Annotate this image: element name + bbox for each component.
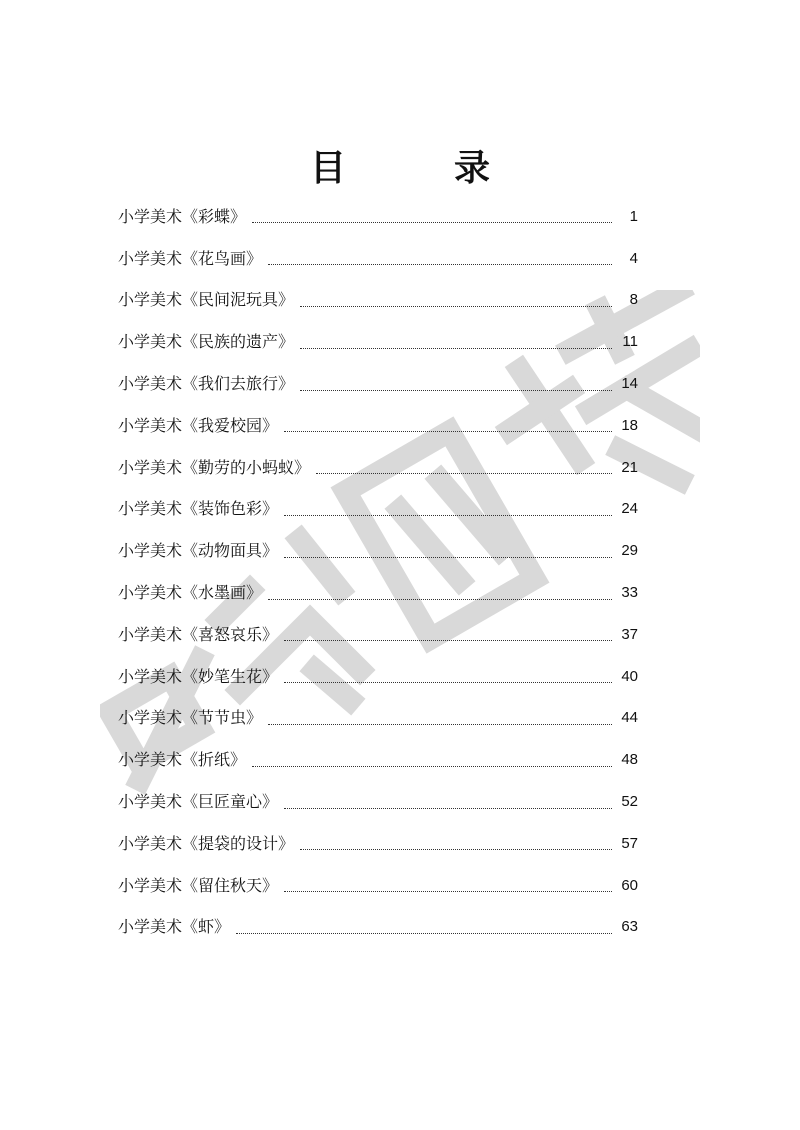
toc-entry[interactable]: [118, 865, 638, 907]
toc-entry[interactable]: [118, 656, 638, 698]
toc-entry-page-number: 4: [629, 249, 638, 267]
toc-entry[interactable]: [118, 321, 638, 363]
toc-entry-page-number: 33: [621, 584, 638, 602]
dot-leader: [284, 640, 612, 641]
dot-leader: [284, 891, 612, 892]
toc-entry-title: 小学美术《巨匠童心》: [118, 792, 279, 812]
toc-entry-title: 小学美术《喜怒哀乐》: [118, 624, 279, 644]
toc-entry-title: 小学美术《虾》: [118, 917, 231, 937]
toc-entry[interactable]: [118, 363, 638, 405]
toc-entry-page-number: 1: [629, 207, 638, 225]
toc-entry[interactable]: [118, 238, 638, 280]
dot-leader: [300, 390, 612, 391]
dot-leader: [284, 682, 612, 683]
toc-entry-title: 小学美术《妙笔生花》: [118, 666, 279, 686]
toc-entry-page-number: 52: [621, 793, 638, 811]
dot-leader: [268, 724, 612, 725]
toc-entry-page-number: 8: [629, 291, 638, 309]
toc-entry-page-number: 21: [621, 458, 638, 476]
toc-entry-title: 小学美术《民间泥玩具》: [118, 290, 295, 310]
dot-leader: [284, 515, 612, 516]
dot-leader: [300, 849, 612, 850]
toc-entry[interactable]: [118, 489, 638, 531]
toc-entry-page-number: 48: [621, 751, 638, 769]
dot-leader: [252, 222, 612, 223]
toc-entry-title: 小学美术《折纸》: [118, 750, 247, 770]
toc-entry-title: 小学美术《留住秋天》: [118, 875, 279, 895]
toc-entry-title: 小学美术《水墨画》: [118, 583, 263, 603]
toc-entry[interactable]: [118, 405, 638, 447]
dot-leader: [268, 264, 612, 265]
toc-entry-title: 小学美术《勤劳的小蚂蚁》: [118, 457, 311, 477]
toc-entry-title: 小学美术《节节虫》: [118, 708, 263, 728]
toc-entry-title: 小学美术《彩蝶》: [118, 206, 247, 226]
toc-entry-title: 小学美术《我们去旅行》: [118, 374, 295, 394]
page-title: 目 录: [309, 147, 526, 189]
dot-leader: [236, 933, 612, 934]
dot-leader: [284, 808, 612, 809]
toc-entry-title: 小学美术《动物面具》: [118, 541, 279, 561]
dot-leader: [300, 306, 612, 307]
toc-entry-page-number: 11: [622, 333, 638, 351]
toc-entry-title: 小学美术《提袋的设计》: [118, 833, 295, 853]
toc-entry-page-number: 24: [621, 500, 638, 518]
toc-entry[interactable]: [118, 530, 638, 572]
toc-entry-page-number: 40: [621, 667, 638, 685]
toc-entry-page-number: 44: [621, 709, 638, 727]
dot-leader: [316, 473, 612, 474]
toc-entry[interactable]: [118, 739, 638, 781]
toc-entry-title: 小学美术《民族的遗产》: [118, 332, 295, 352]
toc-entry-page-number: 18: [621, 416, 638, 434]
toc-entry-page-number: 60: [621, 876, 638, 894]
toc-entry-page-number: 37: [621, 625, 638, 643]
toc-entry-title: 小学美术《装饰色彩》: [118, 499, 279, 519]
dot-leader: [284, 557, 612, 558]
toc-entry[interactable]: [118, 447, 638, 489]
toc-entry-page-number: 14: [621, 375, 638, 393]
toc-entry[interactable]: [118, 698, 638, 740]
toc-entry-page-number: 63: [621, 918, 638, 936]
table-of-contents: [118, 196, 638, 948]
dot-leader: [252, 766, 612, 767]
dot-leader: [268, 599, 612, 600]
toc-entry[interactable]: [118, 907, 638, 949]
toc-entry-page-number: 29: [621, 542, 638, 560]
toc-entry-title: 小学美术《我爱校园》: [118, 415, 279, 435]
toc-entry-title: 小学美术《花鸟画》: [118, 248, 263, 268]
dot-leader: [300, 348, 612, 349]
toc-entry-page-number: 57: [621, 834, 638, 852]
toc-entry[interactable]: [118, 196, 638, 238]
toc-entry[interactable]: [118, 781, 638, 823]
toc-entry[interactable]: [118, 572, 638, 614]
toc-entry[interactable]: [118, 823, 638, 865]
dot-leader: [284, 431, 612, 432]
toc-entry[interactable]: [118, 614, 638, 656]
toc-entry[interactable]: [118, 280, 638, 322]
